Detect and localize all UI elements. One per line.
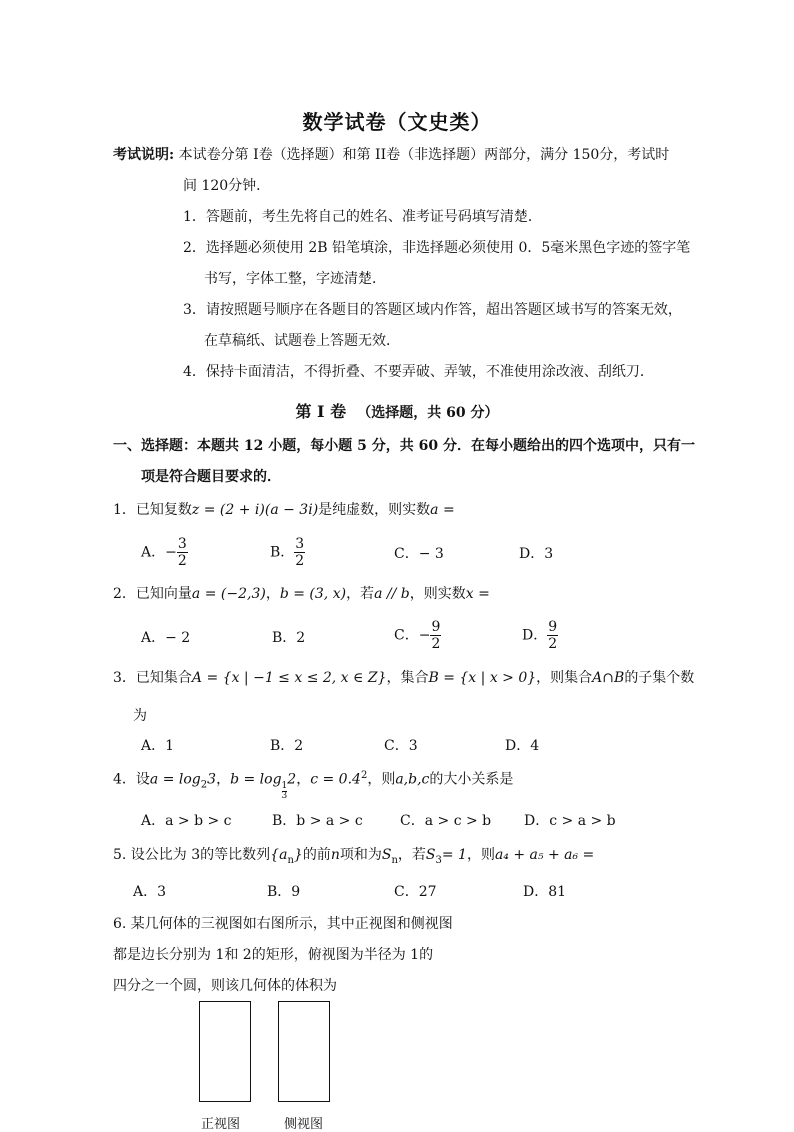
q2-c-den: 2 [431, 636, 441, 652]
q1-option-a-fraction [177, 536, 188, 569]
section-title: 第 I 卷 [295, 402, 347, 421]
instruction-item-3-cont: 在草稿纸、试题卷上答题无效． [204, 333, 400, 349]
q4-option-c: C．a > c > b [400, 813, 492, 829]
q1-option-c: C．− 3 [394, 546, 444, 562]
q2-option-c-label: C．− [394, 627, 431, 644]
question-6-line-1: 6. 某几何体的三视图如右图所示，其中正视图和侧视图 [113, 916, 453, 932]
q4-stem-mid: ，则 [367, 771, 396, 788]
q2-c-num: 9 [431, 619, 441, 635]
q1-option-b-fraction [294, 536, 305, 569]
q4-vars: a,b,c [395, 771, 430, 788]
q3-stem-cont: 为 [133, 708, 147, 724]
instructions-label: 考试说明: [113, 147, 175, 163]
q3-stem-mid2: ，则集合 [536, 670, 593, 686]
q4-expr-c: c = 0.4 [310, 771, 361, 788]
part-1-heading-cont: 项是符合题目要求的． [141, 469, 281, 485]
question-2-stem [113, 584, 490, 604]
q5-stem-pre: 5. 设公比为 3的等比数列 [113, 847, 271, 863]
q1-b-num: 3 [295, 536, 305, 552]
q2-option-d [522, 619, 558, 652]
q5-sum-expr: a₄ + a₅ + a₆ = [494, 847, 595, 863]
q5-stem-mid2: 项和为 [339, 847, 382, 863]
q2-option-c-fraction [430, 619, 441, 652]
q2-stem-end: ，则实数 [409, 586, 466, 602]
q2-option-d-label: D． [522, 627, 548, 644]
instruction-item-2: 2．选择题必须使用 2B 铅笔填涂，非选择题必须使用 0．5毫米黑色字迹的签字笔 [183, 240, 691, 256]
q4-expr-b: b = log [230, 771, 282, 788]
q5-option-d: D．81 [523, 884, 567, 900]
q5-stem-mid4: ，则 [466, 847, 495, 863]
instruction-item-2-cont: 书写，字体工整，字迹清楚． [204, 271, 386, 287]
q4-sep1: ， [216, 771, 231, 788]
q5-stem-mid3: ，若 [397, 847, 426, 863]
q4-expr-a-arg: 3 [207, 771, 217, 788]
q3-stem-pre: 3．已知集合 [113, 670, 192, 686]
question-6-line-2: 都是边长分别为 1和 2的矩形，俯视图为半径为 1的 [113, 947, 434, 963]
q5-option-b: B．9 [267, 884, 301, 900]
q3-stem-end: 的子集个数 [624, 670, 695, 686]
q5-n: n [330, 847, 340, 863]
q5-option-c: C．27 [394, 884, 437, 900]
q3-stem-mid: ，集合 [386, 670, 429, 686]
q5-sn-sub: n [391, 854, 398, 866]
front-view-caption: 正视图 [201, 1117, 241, 1132]
q2-option-b: B．2 [272, 630, 306, 646]
instructions-block [113, 145, 669, 165]
q1-variable: a = [430, 502, 455, 518]
q4-expr-a: a = log [149, 771, 201, 788]
q1-formula: z = (2 + i)(a − 3i) [191, 502, 319, 518]
q5-s3: S [425, 847, 436, 863]
q4-option-a: A．a > b > c [141, 813, 232, 829]
part-1-heading: 一、选择题：本题共 12 小题，每小题 5 分，共 60 分．在每小题给出的四个选项中，只有一 [113, 438, 695, 454]
q4-stem-pre: 4．设 [113, 771, 150, 788]
q5-sn: S [381, 847, 392, 863]
q1-a-num: 3 [177, 536, 187, 552]
q1-a-den: 2 [177, 553, 187, 569]
q4-b-base-num: 1 [281, 780, 288, 791]
q2-parallel: a // b [374, 586, 410, 602]
q4-expr-a-base: 2 [200, 779, 208, 791]
instruction-item-4: 4．保持卡面清洁，不得折叠、不要弄破、弄皱，不准使用涂改液、刮纸刀． [183, 364, 654, 380]
q4-b-base-den: 3 [281, 790, 288, 801]
q4-expr-b-arg: 2 [287, 771, 297, 788]
page-title: 数学试卷（文史类） [302, 110, 492, 134]
q5-stem-mid: 的前 [302, 847, 331, 863]
question-3-stem [113, 668, 694, 688]
q1-option-b-label: B． [270, 544, 295, 561]
q2-stem-pre: 2．已知向量 [113, 586, 192, 602]
q2-vector-b: b = (3, x) [279, 586, 347, 602]
q2-option-c [394, 619, 441, 652]
question-4-stem [113, 766, 513, 801]
q3-option-d: D．4 [505, 738, 540, 754]
question-5-stem [113, 845, 594, 871]
q2-option-d-fraction [547, 619, 558, 652]
q3-option-a: A．1 [141, 738, 175, 754]
question-6-line-3: 四分之一个圆，则该几何体的体积为 [113, 978, 337, 994]
q1-stem-pre: 1．已知复数 [113, 502, 192, 518]
q3-set-a: A = {x | −1 ≤ x ≤ 2, x ∈ Z} [191, 670, 387, 686]
front-view-rectangle [199, 1001, 251, 1102]
q1-b-den: 2 [295, 553, 305, 569]
instruction-item-3: 3．请按照题号顺序在各题目的答题区域内作答，超出答题区域书写的答案无效， [183, 302, 682, 318]
section-subtitle: （选择题，共 60 分） [357, 405, 499, 421]
q1-option-d: D．3 [519, 546, 554, 562]
q2-vector-a: a = (−2,3) [191, 586, 266, 602]
q2-d-den: 2 [548, 636, 558, 652]
q5-option-a: A．3 [133, 884, 167, 900]
side-view-caption: 侧视图 [284, 1117, 324, 1132]
q2-separator: ， [265, 586, 280, 602]
q4-option-b: B．b > a > c [272, 813, 363, 829]
section-header [0, 399, 794, 422]
q2-option-a: A．− 2 [141, 630, 191, 646]
q1-option-b [270, 536, 305, 569]
q4-option-d: D．c > a > b [524, 813, 616, 829]
instruction-item-1: 1．答题前，考生先将自己的姓名、准考证号码填写清楚． [183, 209, 542, 225]
q5-seq-sub: n [287, 854, 294, 866]
q2-d-num: 9 [548, 619, 558, 635]
q2-variable: x = [465, 586, 490, 602]
instructions-line-2: 间 120分钟． [183, 178, 271, 194]
q5-seq: {a [270, 847, 288, 863]
q1-stem-mid: 是纯虚数，则实数 [318, 502, 431, 518]
q1-option-a-label: A．− [141, 544, 177, 561]
q4-expr-c-exp: 2 [360, 770, 368, 781]
q5-seq-end: } [293, 847, 303, 863]
instructions-line-1: 本试卷分第 I卷（选择题）和第 II卷（非选择题）两部分，满分 150分，考试时 [178, 147, 670, 163]
q1-option-a [141, 536, 188, 569]
q4-sep2: ， [296, 771, 311, 788]
q2-stem-mid: ，若 [346, 586, 375, 602]
q3-option-c: C．3 [384, 738, 418, 754]
q3-set-b: B = {x | x > 0} [428, 670, 537, 686]
q5-s3-sub: 3 [435, 854, 442, 866]
question-1-stem [113, 500, 455, 520]
q5-s3-value: = 1 [441, 847, 467, 863]
side-view-rectangle [278, 1001, 330, 1102]
q3-option-b: B．2 [270, 738, 304, 754]
q3-intersection: A∩B [592, 670, 625, 686]
q4-stem-end: 的大小关系是 [429, 771, 514, 788]
